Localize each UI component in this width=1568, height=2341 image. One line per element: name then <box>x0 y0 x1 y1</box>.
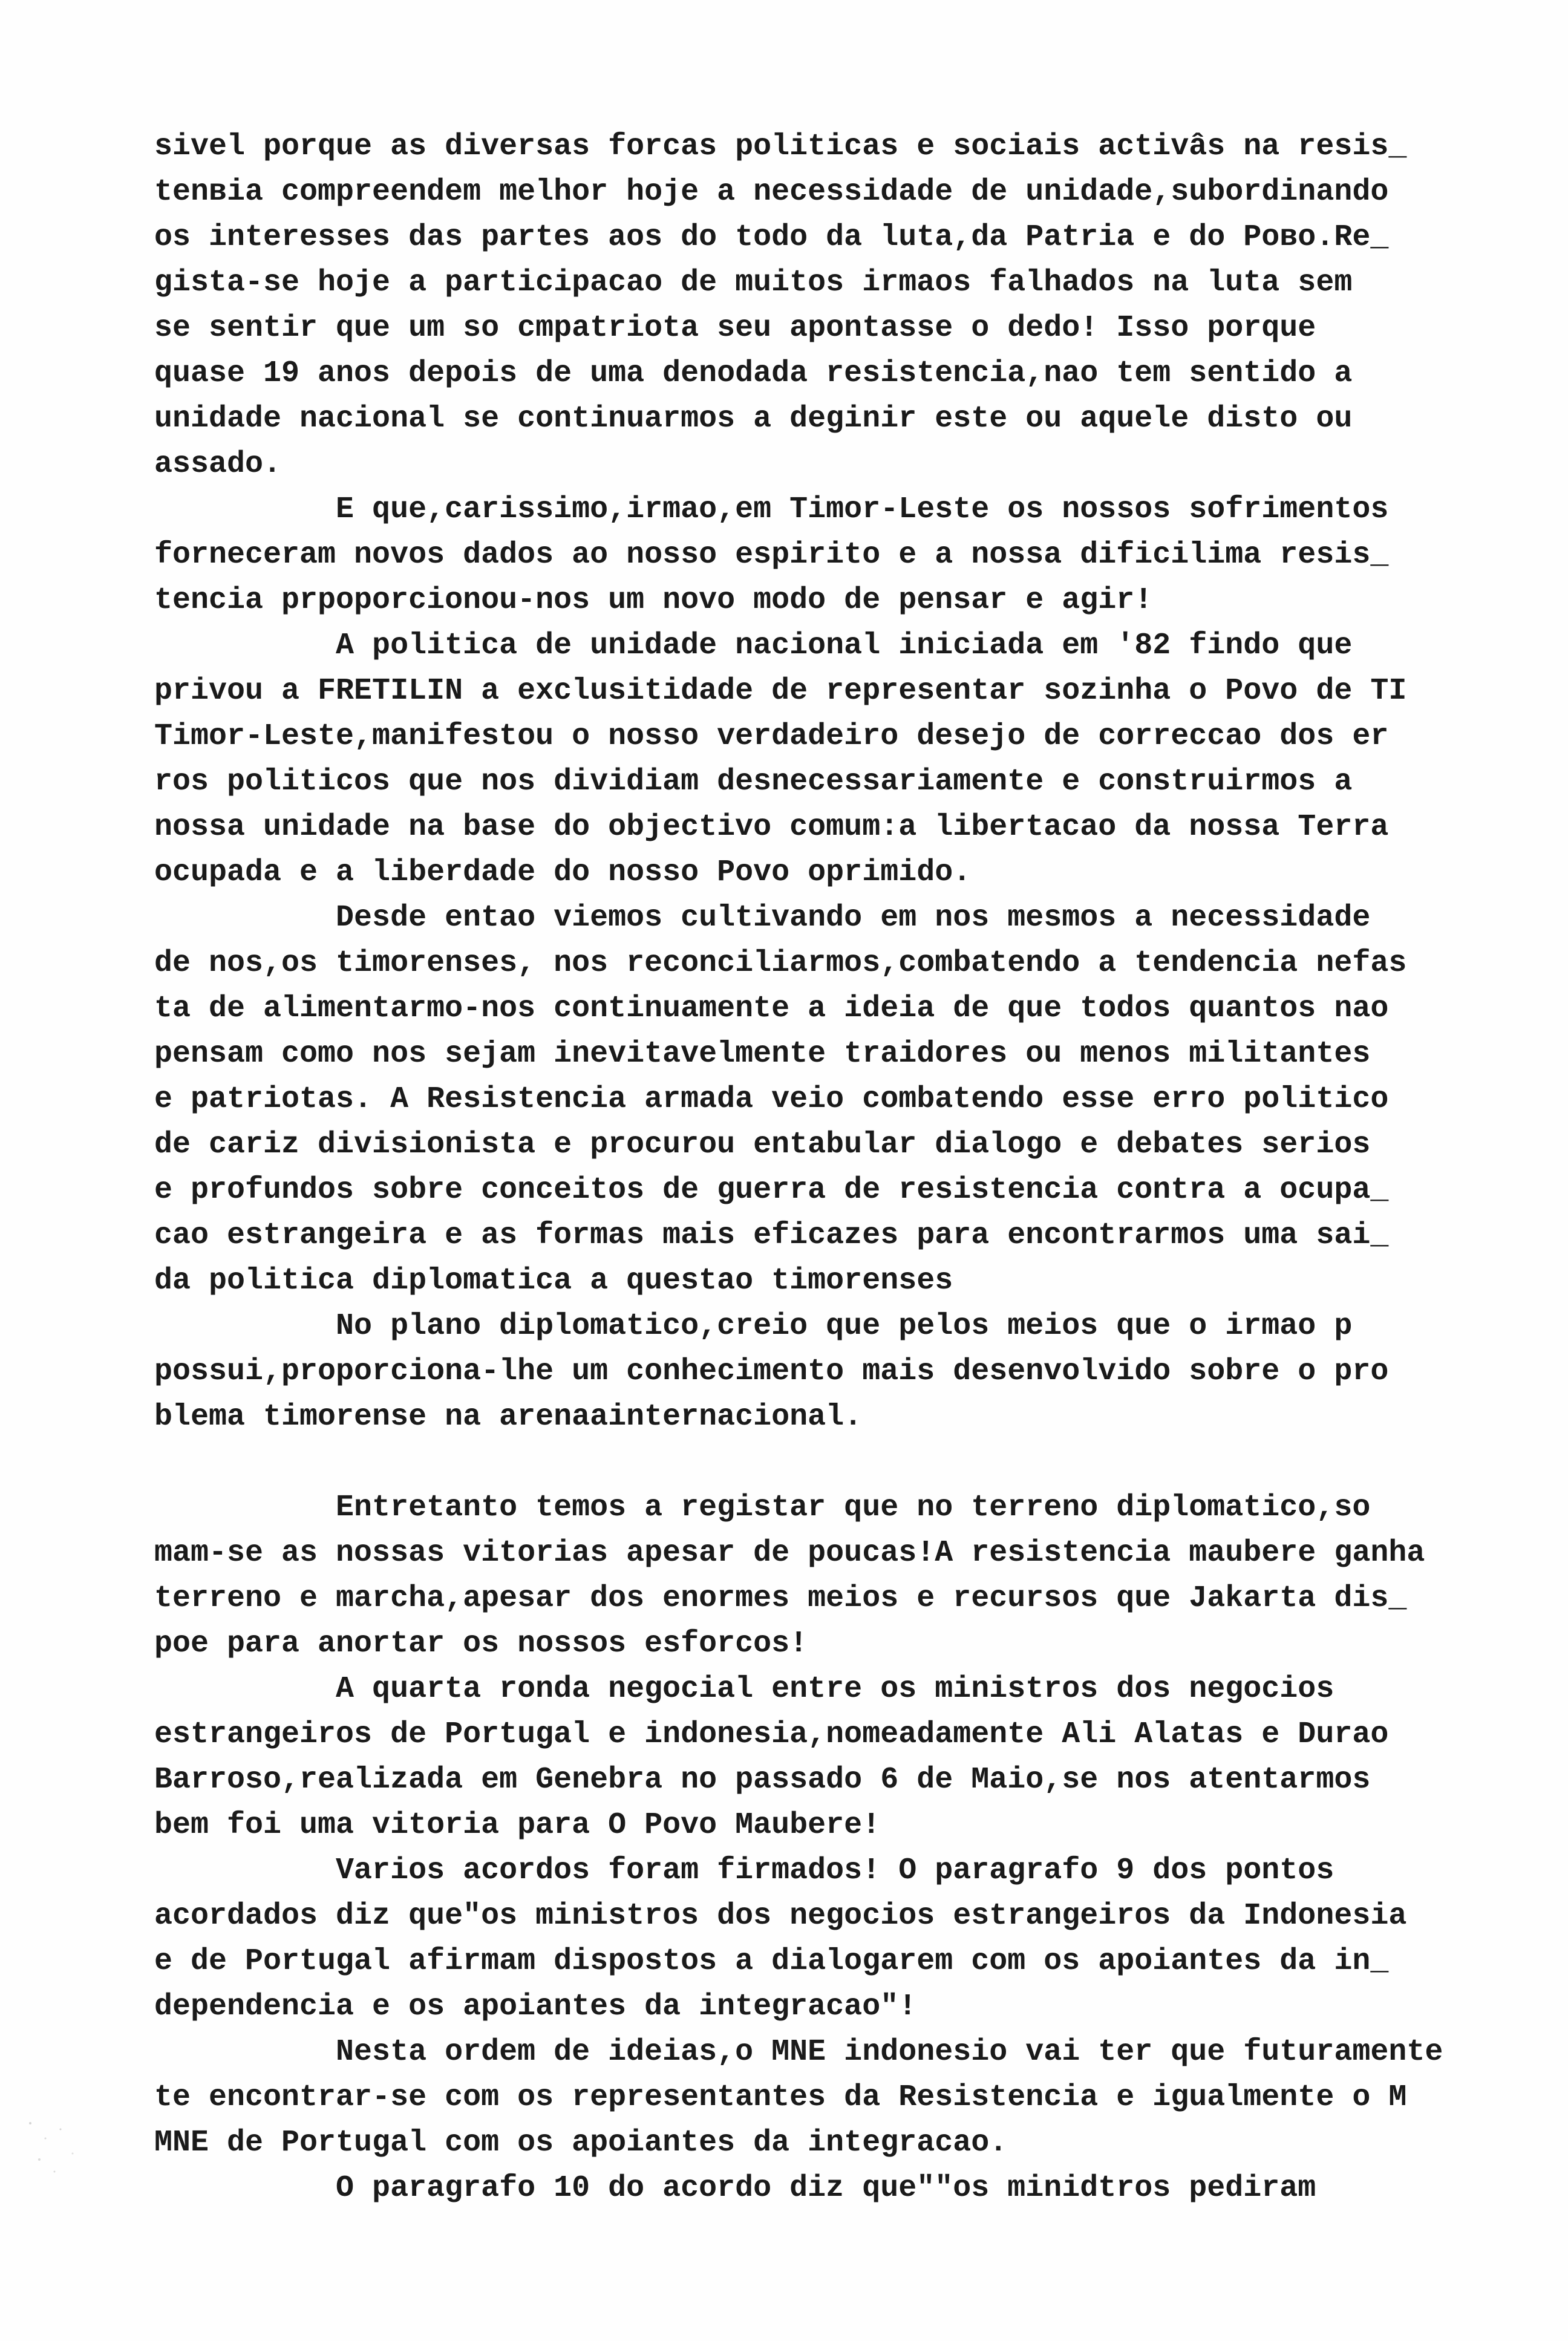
text-line: da politica diplomatica a questao timorenses <box>154 1264 953 1298</box>
text-line: poe para anortar os nossos esforcos! <box>154 1627 808 1661</box>
text-line: Varios acordos foram firmados! O paragrafo 9 dos pontos <box>154 1853 1334 1888</box>
text-line: ocupada e a liberdade do nosso Povo oprimido. <box>154 855 972 890</box>
text-line: acordados diz que"os ministros dos negocios estrangeiros da Indonesia <box>154 1899 1407 1933</box>
text-line: ros politicos que nos dividiam desnecessariamente e construirmos a <box>154 765 1353 799</box>
text-line: No plano diplomatico,creio que pelos meios que o irmao p <box>154 1309 1353 1344</box>
text-line: tenвia compreendem melhor hoje a necessidade de unidade,subordinando <box>154 175 1389 209</box>
text-line: A politica de unidade nacional iniciada em '82 findo que <box>154 629 1353 663</box>
text-line: terreno e marcha,apesar dos enormes meios e recursos que Jakarta dis_ <box>154 1581 1407 1616</box>
text-line: dependencia e os apoiantes da integracao"! <box>154 1990 917 2024</box>
text-line: assado. <box>154 447 282 482</box>
text-line: Desde entao viemos cultivando em nos mesmos a necessidade <box>154 901 1371 935</box>
text-line: te encontrar-se com os representantes da Resistencia e igualmente o M <box>154 2080 1407 2115</box>
text-line: E que,carissimo,irmao,em Timor-Leste os nossos sofrimentos <box>154 492 1389 527</box>
text-line: tencia prpoporcionou-nos um novo modo de pensar e agir! <box>154 583 1153 618</box>
text-line: Timor-Leste,manifestou o nosso verdadeiro desejo de correccao dos er <box>154 719 1389 754</box>
text-line: blema timorense na arenaainternacional. <box>154 1400 863 1434</box>
text-line: O paragrafo 10 do acordo diz que""os minidtros pediram <box>154 2171 1316 2206</box>
text-line: pensam como nos sejam inevitavelmente traidores ou menos militantes <box>154 1037 1371 1071</box>
text-line: sivel porque as diversas forcas politicas e sociais activâs na resis_ <box>154 129 1407 164</box>
text-line: A quarta ronda negocial entre os ministros dos negocios <box>154 1672 1334 1706</box>
text-line: de cariz divisionista e procurou entabular dialogo e debates serios <box>154 1128 1371 1162</box>
text-line: privou a FRETILIN a exclusitidade de representar sozinha o Povo de TI <box>154 674 1407 708</box>
text-line: unidade nacional se continuarmos a deginir este ou aquele disto ou <box>154 402 1353 436</box>
text-line: MNE de Portugal com os apoiantes da integracao. <box>154 2126 1008 2160</box>
text-line: forneceram novos dados ao nosso espirito e a nossa dificilima resis_ <box>154 538 1389 572</box>
text-line: e profundos sobre conceitos de guerra de resistencia contra a ocupa_ <box>154 1173 1389 1207</box>
scan-noise <box>18 2105 103 2190</box>
text-line: Barroso,realizada em Genebra no passado 6 de Maio,se nos atentarmos <box>154 1763 1371 1797</box>
text-line: estrangeiros de Portugal e indonesia,nomeadamente Ali Alatas e Durao <box>154 1717 1389 1752</box>
text-line: cao estrangeira e as formas mais eficazes para encontrarmos uma sai_ <box>154 1218 1389 1253</box>
text-line: ta de alimentarmo-nos continuamente a ideia de que todos quantos nao <box>154 991 1389 1026</box>
text-line: e de Portugal afirmam dispostos a dialogarem com os apoiantes da in_ <box>154 1944 1389 1979</box>
text-line: nossa unidade na base do objectivo comum:a libertacao da nossa Terra <box>154 810 1389 844</box>
text-line: se sentir que um so cmpatriota seu apontasse o dedo! Isso porque <box>154 311 1316 345</box>
text-line: Entretanto temos a registar que no terreno diplomatico,so <box>154 1490 1371 1525</box>
text-line: os interesses das partes aos do todo da luta,da Patria e do Poвo.Re_ <box>154 220 1389 255</box>
text-line: e patriotas. A Resistencia armada veio combatendo esse erro politico <box>154 1082 1389 1117</box>
text-line: de nos,os timorenses, nos reconciliarmos,combatendo a tendencia nefas <box>154 946 1407 981</box>
text-line: quase 19 anos depois de uma denodada resistencia,nao tem sentido a <box>154 356 1353 391</box>
text-line: bem foi uma vitoria para O Povo Maubere! <box>154 1808 881 1843</box>
text-line: mam-se as nossas vitorias apesar de poucas!A resistencia maubere ganha <box>154 1536 1425 1570</box>
text-line: gista-se hoje a participacao de muitos irmaos falhados na luta sem <box>154 266 1353 300</box>
text-line: possui,proporciona-lhe um conhecimento mais desenvolvido sobre o pro <box>154 1354 1389 1389</box>
text-line: Nesta ordem de ideias,o MNE indonesio vai ter que futuramente <box>154 2035 1443 2069</box>
